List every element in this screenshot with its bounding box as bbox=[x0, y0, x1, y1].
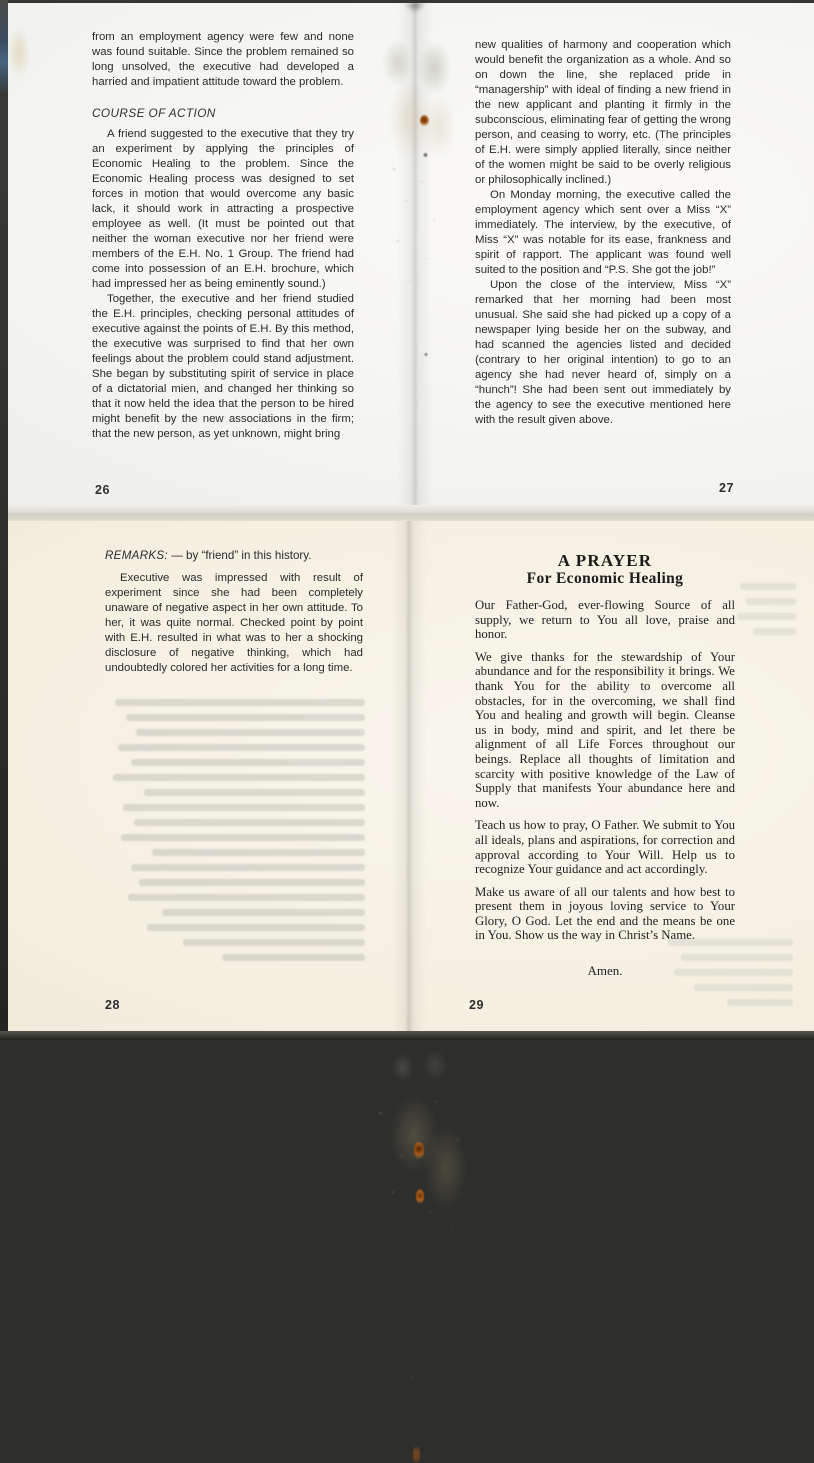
bleed-through-line bbox=[727, 999, 793, 1006]
page-28-text bbox=[105, 548, 363, 676]
scan-edge-left bbox=[0, 0, 8, 1040]
paragraph: A friend suggested to the executive that they try an experiment by applying the principles of Economic Healing to the problem. Since the Economic Healing process was designed to set forces in motion that would overcome any basic lack, it should work in attracting a prospective employee as well. (It must be pointed out that neither the woman executive nor her friend were members of the E.H. No. 1 Group. The friend had come into possession of an E.H. brochure, which had impressed her as being eminently sound.) bbox=[92, 128, 354, 290]
bleed-through-line bbox=[162, 909, 365, 916]
bleed-through-line bbox=[121, 834, 365, 841]
remarks-heading bbox=[105, 548, 363, 563]
prayer-title bbox=[475, 551, 735, 588]
section-heading: COURSE OF ACTION bbox=[92, 106, 216, 120]
paragraph: Our Father-God, ever-flowing Source of all supply, we return to You all love, praise and honor. bbox=[475, 598, 735, 642]
bleed-through-line bbox=[681, 954, 793, 961]
bleed-through-line bbox=[134, 819, 365, 826]
rust-spot bbox=[416, 1189, 424, 1204]
bleed-through-line bbox=[147, 924, 365, 931]
page-number-27: 27 bbox=[719, 481, 734, 495]
spread-gap bbox=[0, 505, 814, 521]
bleed-through-line bbox=[746, 598, 796, 605]
rust-spot bbox=[414, 1142, 424, 1159]
rust-spot bbox=[413, 1446, 420, 1463]
page-26-text bbox=[92, 30, 354, 442]
spread-pages-26-27 bbox=[6, 3, 814, 511]
bleed-through-line bbox=[113, 774, 365, 781]
paragraph: We give thanks for the stewardship of Your abundance and for the responsibility it brings. We thank You for the ability to overcome all obstacles, for in the overcoming, we shall find You and healing and growth will begin. Cleanse us in body, mind and spirit, and let there be alignment of all Life Forces throughout our beings. Replace all thoughts of limitation and scarcity with positive knowledge of the Law of Supply that manifests Your abundance here and now. bbox=[475, 649, 735, 810]
page-number-28: 28 bbox=[105, 998, 120, 1012]
bleed-through-line bbox=[183, 939, 365, 946]
ink-speck bbox=[410, 1374, 414, 1379]
gutter-fold-top bbox=[397, 3, 433, 511]
bleed-through-line bbox=[128, 894, 365, 901]
paragraph: On Monday morning, the executive called the employment agency which sent over a Miss “X” immediately. The interview, by the executive, of Miss “X” was notable for its ease, frankness and spirit of rapport. The applicant was found well suited to the position and “P.S. She got the job!” bbox=[475, 189, 731, 276]
paragraph: new qualities of harmony and cooperation which would benefit the organization as a whole. And so on down the line, she replaced pride in “managership” with ideal of finding a new friend in the new applicant and planting it firmly in the subconscious, eliminating fear of getting the wrong person, and ceasing to worry, etc. (The principles of E.H. were simply applied literally, since neither of the women might be said to be overly religious or philosophically inclined.) bbox=[475, 39, 731, 186]
page-number-26: 26 bbox=[95, 483, 110, 497]
gutter-fold-bottom bbox=[391, 521, 427, 1031]
remarks-label: REMARKS: bbox=[105, 549, 168, 562]
bleed-through-line bbox=[737, 613, 796, 620]
bleed-through-line bbox=[139, 879, 365, 886]
paragraph: Upon the close of the interview, Miss “X” remarked that her morning had been most unusual. She said she had picked up a copy of a newspaper lying beside her on the subway, and had scanned the agencies listed and decided (contrary to her original intention) to go to an agency she had never heard of, simply on a “hunch”! She had been sent out immediately by the agency to see the executive mentioned here with the result given above. bbox=[475, 279, 731, 426]
paragraph: Executive was impressed with result of experiment since she had been completely unaware of negative aspect in her own attitude. To her, it was quite normal. Checked point by point with E.H. resulted in what was to her a shocking disclosure of negative thinking, which had undoubtedly colored her activities for a long time. bbox=[105, 572, 363, 674]
amen-line: Amen. bbox=[587, 963, 623, 979]
bleed-through-line bbox=[136, 729, 365, 736]
bleed-through-line bbox=[131, 759, 365, 766]
bleed-through-line bbox=[222, 954, 365, 961]
bleed-through-text bbox=[734, 583, 796, 643]
page-27-text bbox=[475, 38, 731, 428]
remarks-text: — by “friend” in this history. bbox=[167, 549, 312, 562]
bleed-through-line bbox=[753, 628, 796, 635]
spread-pages-28-29 bbox=[6, 521, 814, 1031]
scan-edge-top bbox=[0, 0, 814, 3]
bleed-through-text bbox=[105, 699, 365, 969]
paragraph: Teach us how to pray, O Father. We submit to You all ideals, plans and aspirations, for correction and approval according to Your Will. Help us to recognize Your guidance and act accordingly. bbox=[475, 818, 735, 877]
bleed-through-line bbox=[144, 789, 365, 796]
paragraph: from an employment agency were few and none was found suitable. Since the problem remained so long unsolved, the executive had developed a harried and impatient attitude toward the problem. bbox=[92, 31, 354, 88]
paragraph: Make us aware of all our talents and how best to present them in joyous loving service to Your Glory, O God. Let the end and the means be one in You. Show us the way in Christ’s Name. bbox=[475, 884, 735, 943]
speckle-stain bbox=[358, 1077, 483, 1242]
page-number-29: 29 bbox=[469, 998, 484, 1012]
bleed-through-text bbox=[661, 939, 793, 1014]
bleed-through-line bbox=[131, 864, 365, 871]
page-29-text bbox=[475, 551, 735, 979]
edge-blotch-stain bbox=[8, 27, 30, 79]
bleed-through-line bbox=[118, 744, 365, 751]
bleed-through-line bbox=[668, 939, 793, 946]
bleed-through-line bbox=[126, 714, 365, 721]
bleed-through-line bbox=[152, 849, 365, 856]
bleed-through-line bbox=[740, 583, 796, 590]
prayer-title-line1: A PRAYER bbox=[557, 551, 653, 570]
prayer-title-line2: For Economic Healing bbox=[526, 570, 684, 587]
bleed-through-line bbox=[694, 984, 793, 991]
bleed-through-line bbox=[674, 969, 793, 976]
bleed-through-line bbox=[123, 804, 365, 811]
scan-edge-bottom bbox=[0, 1031, 814, 1040]
smudge-stain bbox=[382, 1041, 456, 1089]
bleed-through-line bbox=[115, 699, 365, 706]
paragraph: Together, the executive and her friend studied the E.H. principles, checking personal attitudes of executive against the points of E.H. By this method, the executive was surprised to find that her own feelings about the problem could stand adjustment. She began by substituting spirit of service in place of a dictatorial mien, and changed her thinking so that it now held the idea that the person to be hired might benefit by the new associations in the firm; that the new person, as yet unknown, might bring bbox=[92, 293, 354, 440]
